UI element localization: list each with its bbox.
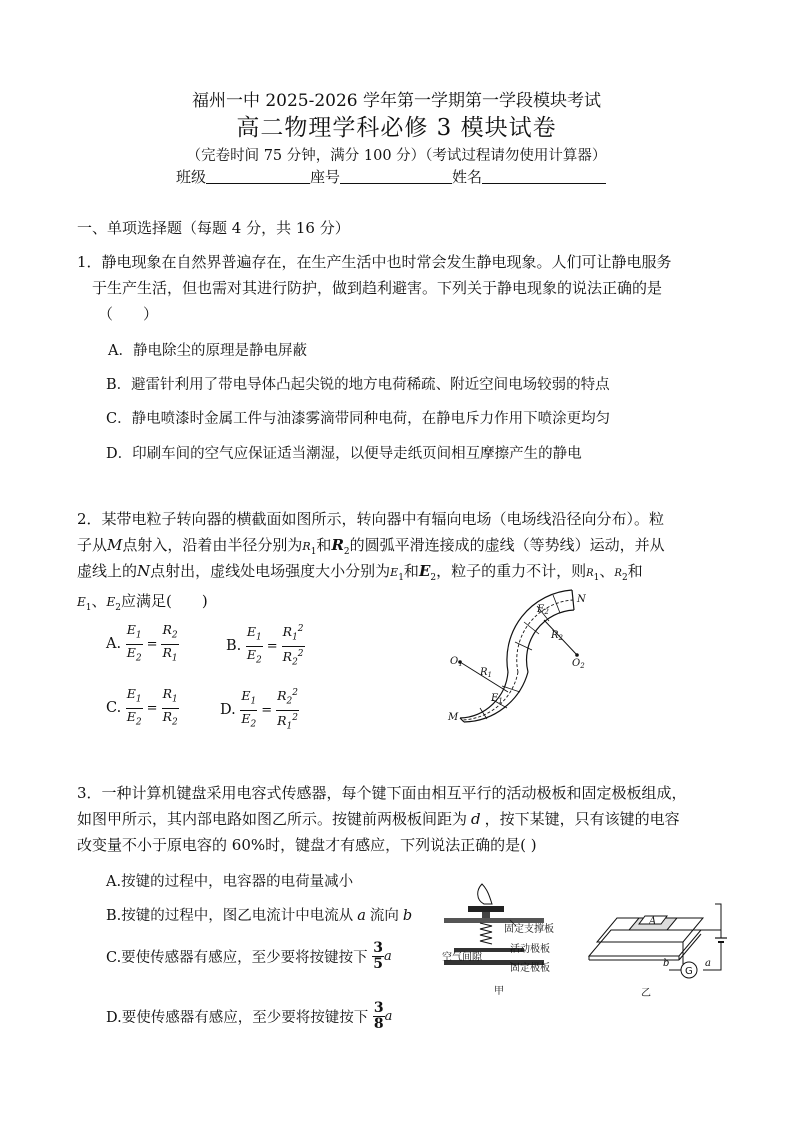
q1-option-a: A．静电除尘的原理是静电屏蔽 bbox=[108, 343, 307, 359]
label-E1: $E_1$ bbox=[491, 693, 503, 705]
q3-figure-yi bbox=[583, 890, 743, 1000]
class-blank bbox=[206, 169, 310, 184]
seat-label: 座号 bbox=[310, 168, 341, 186]
q2-line1: 2．某带电粒子转向器的横截面如图所示，转向器中有辐向电场（电场线沿径向分布）。粒 bbox=[77, 510, 665, 528]
q1-option-b: B．避雷针利用了带电导体凸起尖锐的地方电荷稀疏、附近空间电场较弱的特点 bbox=[106, 377, 610, 393]
class-label: 班级 bbox=[176, 168, 207, 186]
q2-option-b: B. $\frac{E_1}{E_2}$ = $\frac{R_1^2}{R_2^2}$ bbox=[226, 624, 304, 668]
seat-blank bbox=[340, 169, 452, 184]
q3-option-a: A.按键的过程中，电容器的电荷量减小 bbox=[106, 874, 354, 890]
q3-option-c: C.要使传感器有感应，至少要将按键按下 $\frac{3}{5}$ a bbox=[106, 940, 392, 972]
exam-instructions: （完卷时间 75 分钟，满分 100 分）（考试过程请勿使用计算器） bbox=[186, 148, 607, 164]
section-title: 一、单项选择题（每题 4 分，共 16 分） bbox=[77, 219, 350, 237]
label-M: M bbox=[448, 712, 459, 723]
q3-line3: 改变量不小于原电容的 60%时，键盘才有感应，下列说法正确的是( ) bbox=[77, 836, 537, 854]
q3-figure-jia bbox=[440, 878, 600, 998]
q2-line4: $E_1$、$E_2$应满足( ) bbox=[77, 592, 208, 613]
name-blank bbox=[482, 169, 606, 184]
q2-line2: 子从M点射入，沿着由半径分别为$R_1$和$R_2$的圆弧平滑连接成的虚线（等势线）运动，并从 bbox=[77, 536, 665, 557]
svg-text:固定支撑板: 固定支撑板 bbox=[504, 924, 554, 935]
q2-option-a: A. $\frac{E_1}{E_2}$ = $\frac{R_2}{R_1}$ bbox=[106, 622, 178, 663]
student-info-row bbox=[176, 166, 606, 187]
q2-deflector-figure bbox=[440, 580, 620, 725]
svg-text:活动极板: 活动极板 bbox=[510, 944, 550, 955]
label-N: N bbox=[577, 594, 586, 605]
q1-line1: 1．静电现象在自然界普遍存在，在生产生活中也时常会发生静电现象。人们可让静电服务 bbox=[77, 253, 672, 271]
q1-line2: 于生产生活，但也需对其进行防护，做到趋利避害。下列关于静电现象的说法正确的是 bbox=[92, 279, 663, 297]
q1-option-c: C．静电喷漆时金属工件与油漆雾滴带同种电荷，在静电斥力作用下喷涂更均匀 bbox=[106, 411, 611, 427]
name-label: 姓名 bbox=[452, 168, 483, 186]
svg-text:甲: 甲 bbox=[494, 986, 504, 997]
q2-option-d: D. $\frac{E_1}{E_2}$ = $\frac{R_2^2}{R_1^2}$ bbox=[220, 688, 298, 732]
q3-option-d: D.要使传感器有感应，至少要将按键按下 $\frac{3}{8}$ a bbox=[106, 1000, 393, 1032]
q3-option-b: B.按键的过程中，图乙电流计中电流从 a 流向 b bbox=[106, 908, 413, 924]
q1-option-d: D．印刷车间的空气应保证适当潮湿，以便导走纸页间相互摩擦产生的静电 bbox=[106, 446, 582, 462]
svg-text:空气间隙: 空气间隙 bbox=[442, 952, 482, 963]
svg-text:乙: 乙 bbox=[641, 988, 651, 999]
svg-text:b: b bbox=[663, 958, 670, 969]
label-A: A bbox=[649, 916, 657, 927]
label-R2: $R_2$ bbox=[551, 630, 563, 642]
label-R1: $R_1$ bbox=[480, 667, 492, 679]
exam-title: 高二物理学科必修 3 模块试卷 bbox=[236, 115, 557, 141]
q3-line1: 3．一种计算机键盘采用电容式传感器，每个键下面由相互平行的活动极板和固定极板组成， bbox=[77, 784, 687, 802]
svg-text:a: a bbox=[705, 958, 711, 969]
q2-line3: 虚线上的N点射出，虚线处电场强度大小分别为$E_1$和$E_2$，粒子的重力不计，则$R_1$、$R_2$和 bbox=[77, 562, 643, 583]
svg-text:G: G bbox=[685, 966, 693, 977]
q2-option-c: C. $\frac{E_1}{E_2}$ = $\frac{R_1}{R_2}$ bbox=[106, 686, 178, 727]
q1-paren: （ ） bbox=[98, 305, 159, 323]
label-O2: $O_2$ bbox=[572, 658, 585, 670]
label-O1: $O_1$ bbox=[450, 656, 463, 668]
label-E2: $E_2$ bbox=[537, 604, 549, 616]
q3-line2: 如图甲所示，其内部电路如图乙所示。按键前两极板间距为 d ，按下某键，只有该键的电容 bbox=[77, 810, 680, 828]
svg-text:固定极板: 固定极板 bbox=[510, 963, 550, 974]
exam-header-line1: 福州一中 2025-2026 学年第一学期第一学段模块考试 bbox=[191, 91, 602, 111]
